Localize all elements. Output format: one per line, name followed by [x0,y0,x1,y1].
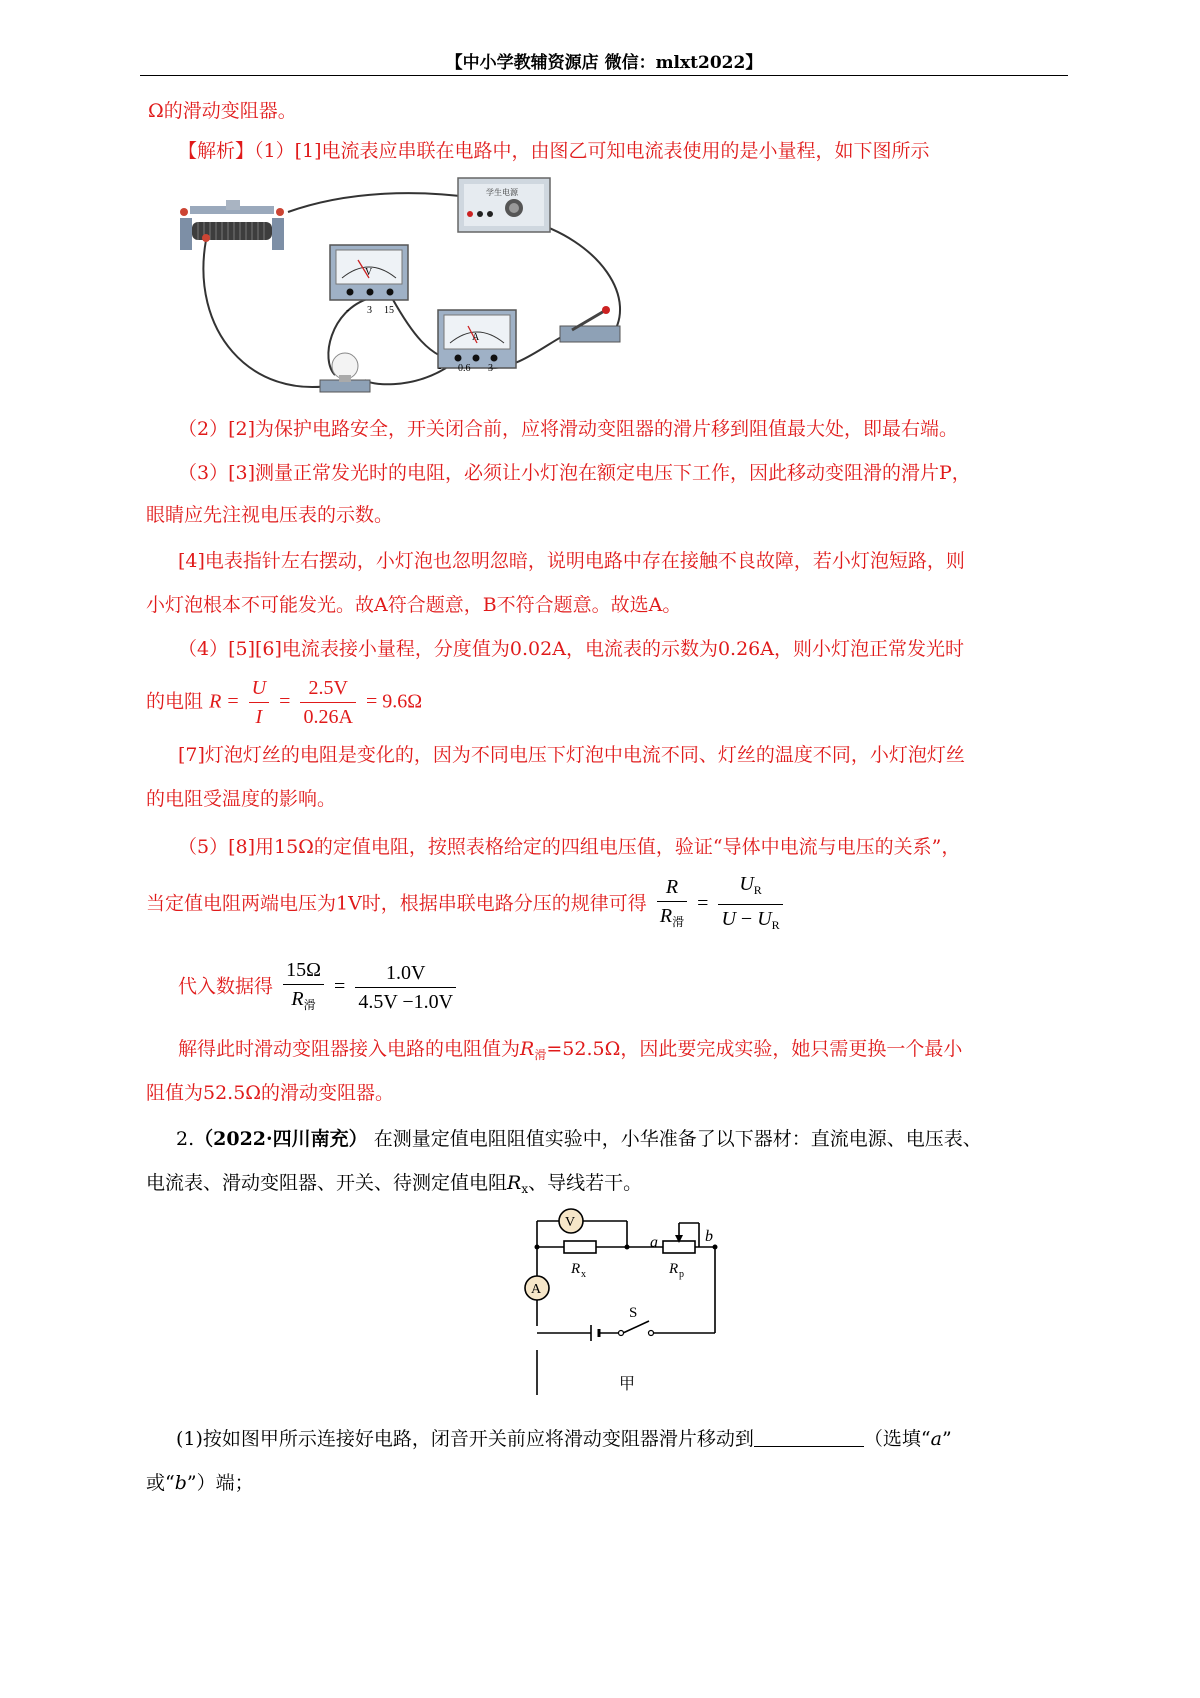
equation-result: = 9.6Ω [365,690,423,713]
label-s: S [629,1305,638,1321]
fraction-u-over-i: $\frac{U}{I}$ [249,676,269,729]
fraction-15-over-rh: $\frac{15\Omega}{R_滑}$ [283,958,324,1017]
psu-label: 学生电源 [486,188,518,197]
equation-voltage-divider: 当定值电阻两端电压为1V时，根据串联电路分压的规律可得 $\frac{R}{R_滑}$ = $\frac{U_R}{U - U_R}$ [146,872,787,937]
analysis-paragraph-4b: 小灯泡根本不可能发光。故A符合题意，B不符合题意。故选A。 [146,594,682,616]
analysis-paragraph-8a: 解得此时滑动变阻器接入电路的电阻值为$R_滑=52.5\Omega$，因此要完成实验，她只需更换一个最小 [178,1038,963,1062]
fraction-values: $\frac{2.5V}{0.26A}$ [300,676,355,729]
fraction-values: $\frac{1.0V}{4.5V -1.0V}$ [355,961,456,1014]
analysis-paragraph-6b: 的电阻受温度的影响。 [146,788,337,810]
analysis-paragraph-5a: （4）[5][6]电流表接小量程，分度值为0.02A，电流表的示数为0.26A，则小灯泡正常发光时 [178,638,964,660]
voltmeter-terminal-neg: - [346,305,350,316]
eq-sign: = [227,690,239,713]
analysis-paragraph-3b: 眼睛应先注视电压表的示数。 [146,504,394,526]
paragraph-continuation: Ω的滑动变阻器。 [148,100,297,122]
analysis-paragraph-4a: [4]电表指针左右摆动，小灯泡也忽明忽暗，说明电路中存在接触不良故障，若小灯泡短路，则 [178,550,965,572]
wire-psu-to-switch [526,220,620,338]
fraction-ur-over-u-ur: $\frac{U_R}{U - U_R}$ [718,872,782,937]
wire-rheostat-to-bulb [203,240,335,387]
analysis-paragraph-1 [178,138,930,164]
voltmeter-symbol: V [365,267,373,278]
equation-prefix: 的电阻 [146,690,204,713]
equation-prefix: 代入数据得 [178,975,274,998]
label-rx: R [571,1261,581,1277]
answer-blank[interactable] [754,1426,864,1447]
analysis-tag: 【解析】 [178,140,255,162]
question-source: （2022·四川南充） [194,1128,368,1150]
header-rule [140,75,1068,76]
svg-text:p: p [679,1269,684,1280]
label-b: b [705,1228,713,1245]
svg-text:V: V [565,1215,576,1230]
analysis-paragraph-6a: [7]灯泡灯丝的电阻是变化的，因为不同电压下灯泡中电流不同、灯丝的温度不同，小灯泡灯丝 [178,744,965,766]
circuit-schematic [515,1205,735,1395]
ammeter-terminal-neg: - [438,363,442,374]
question-2-part-1-line-1: (1)按如图甲所示连接好电路，闭音开关前应将滑动变阻器滑片移动到 （选填“a” [176,1428,952,1450]
label-a: a [650,1234,658,1251]
question-2-line-2: 电流表、滑动变阻器、开关、待测定值电阻$R_x$、导线若干。 [146,1172,643,1196]
equation-substitution: 代入数据得 $\frac{15\Omega}{R_滑}$ = $\frac{1.0V}{4.5V -1.0V}$ [178,958,460,1017]
wire-ammeter-to-bulb [365,368,446,384]
rheostat [180,200,284,250]
eq-symbol-r: R [209,690,222,713]
svg-text:x: x [581,1269,586,1280]
wire-rheostat-to-psu [288,193,476,212]
question-2-line-1: 2.（2022·四川南充） 在测量定值电阻阻值实验中，小华准备了以下器材：直流电源、电压表、 [176,1128,982,1150]
figure-caption: 甲 [619,1376,636,1393]
analysis-text-1: （1）[1]电流表应串联在电路中，由图乙可知电流表使用的是小量程，如下图所示 [254,140,930,162]
ammeter [438,310,516,374]
voltmeter-terminal-3: 3 [367,305,372,316]
question-number: 2. [176,1128,195,1150]
fraction-r-over-rh: $\frac{R}{R_滑}$ [657,875,687,934]
analysis-paragraph-7: （5）[8]用15Ω的定值电阻，按照表格给定的四组电压值，验证“导体中电流与电压的关系”， [178,836,961,858]
power-supply [458,178,550,232]
ammeter-terminal-3: 3 [488,363,493,374]
analysis-paragraph-2: （2）[2]为保护电路安全，开关闭合前，应将滑动变阻器的滑片移到阻值最大处，即最右端。 [178,418,959,440]
analysis-paragraph-3a: （3）[3]测量正常发光时的电阻，必须让小灯泡在额定电压下工作，因此移动变阻滑的滑片P， [178,462,971,484]
page-header: 【中小学教辅资源店 微信：mlxt2022】 [445,53,763,73]
resistor-rx [564,1241,596,1253]
circuit-illustration [170,170,690,435]
svg-text:A: A [531,1282,542,1297]
ammeter-symbol: A [472,332,480,343]
equation-prefix: 当定值电阻两端电压为1V时，根据串联电路分压的规律可得 [146,892,647,915]
analysis-paragraph-8b: 阻值为52.5Ω的滑动变阻器。 [146,1082,395,1104]
light-bulb [320,353,370,392]
equation-resistance: 的电阻 R = $\frac{U}{I}$ = $\frac{2.5V}{0.26A}$ = 9.6Ω [146,677,423,728]
label-rp: R [669,1261,679,1277]
ammeter-terminal-06: 0.6 [458,363,471,374]
voltmeter-terminal-15: 15 [384,305,394,316]
knife-switch [560,306,620,342]
question-2-part-1-line-2: 或“b”）端； [146,1472,254,1494]
